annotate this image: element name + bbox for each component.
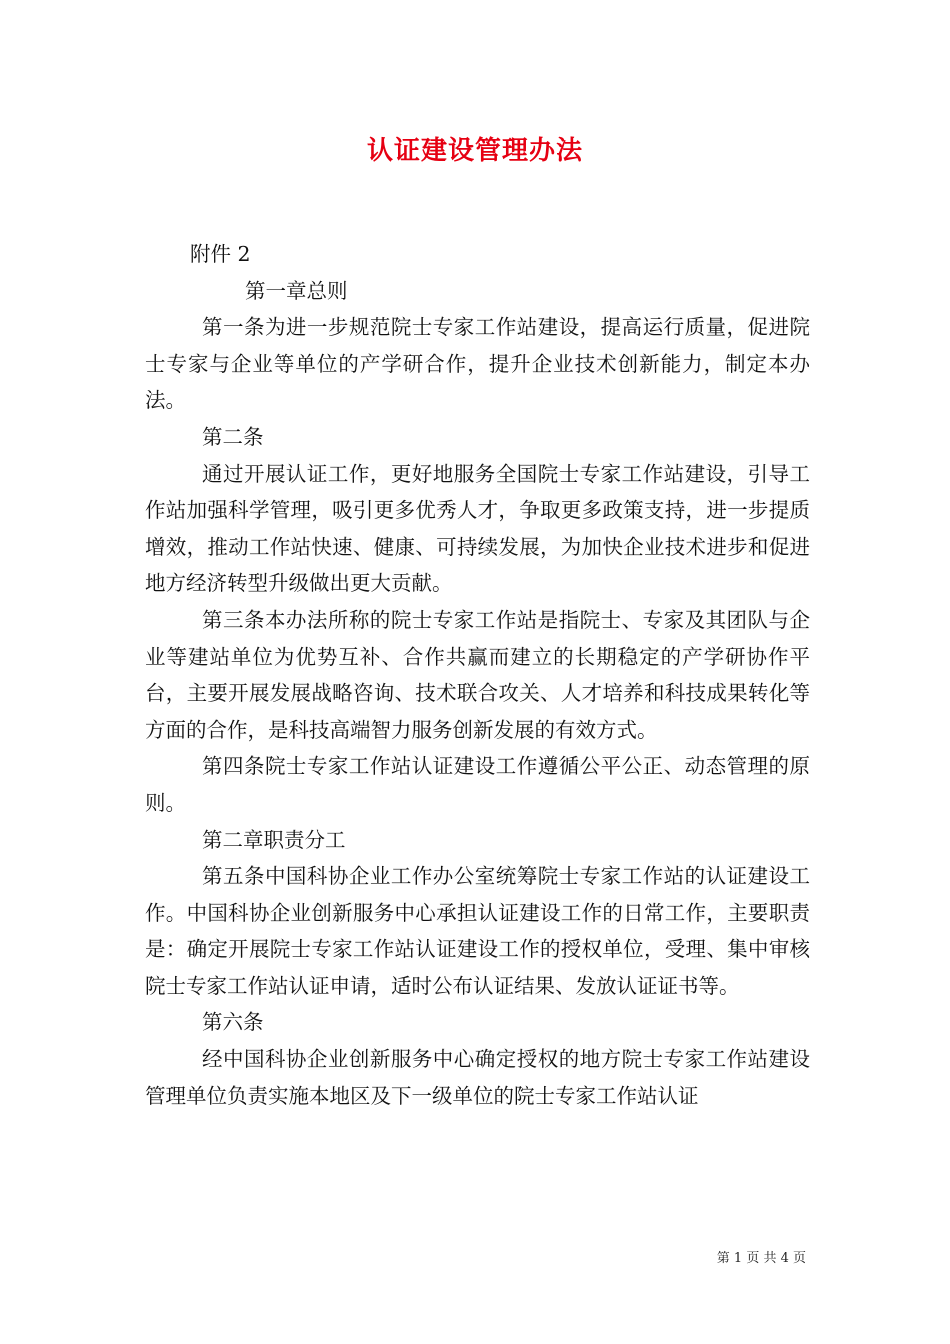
chapter-2-heading: 第二章职责分工 xyxy=(202,827,346,852)
article-4: 第四条院士专家工作站认证建设工作遵循公平公正、动态管理的原则。 xyxy=(145,754,810,815)
page-number: 第 1 页 共 4 页 xyxy=(716,1251,806,1266)
article-5: 第五条中国科协企业工作办公室统筹院士专家工作站的认证建设工作。中国科协企业创新服务中心承担认证建设工作的日常工作，主要职责是：确定开展院士专家工作站认证建设工作的授权单位，受理、集中审核院士专家工作站认证申请，适时公布认证结果、发放认证证书等。 xyxy=(145,864,810,998)
attachment-label: 附件 2 xyxy=(190,242,251,266)
article-6-body: 经中国科协企业创新服务中心确定授权的地方院士专家工作站建设管理单位负责实施本地区及下一级单位的院士专家工作站认证 xyxy=(145,1047,810,1108)
article-6-heading: 第六条 xyxy=(202,1010,264,1035)
document-title: 认证建设管理办法 xyxy=(366,136,583,166)
article-2-heading: 第二条 xyxy=(202,424,264,449)
chapter-1-heading: 第一章总则 xyxy=(245,278,348,303)
article-2-body: 通过开展认证工作，更好地服务全国院士专家工作站建设，引导工作站加强科学管理，吸引更多优秀人才，争取更多政策支持，进一步提质增效，推动工作站快速、健康、可持续发展，为加快企业技术进步和促进地方经济转型升级做出更大贡献。 xyxy=(145,461,810,596)
article-3: 第三条本办法所称的院士专家工作站是指院士、专家及其团队与企业等建站单位为优势互补、合作共赢而建立的长期稳定的产学研协作平台，主要开展发展战略咨询、技术联合攻关、人才培养和科技成果转化等方面的合作，是科技高端智力服务创新发展的有效方式。 xyxy=(145,607,810,742)
document-body xyxy=(145,236,810,1114)
article-1: 第一条为进一步规范院士专家工作站建设，提高运行质量，促进院士专家与企业等单位的产学研合作，提升企业技术创新能力，制定本办法。 xyxy=(145,315,810,413)
